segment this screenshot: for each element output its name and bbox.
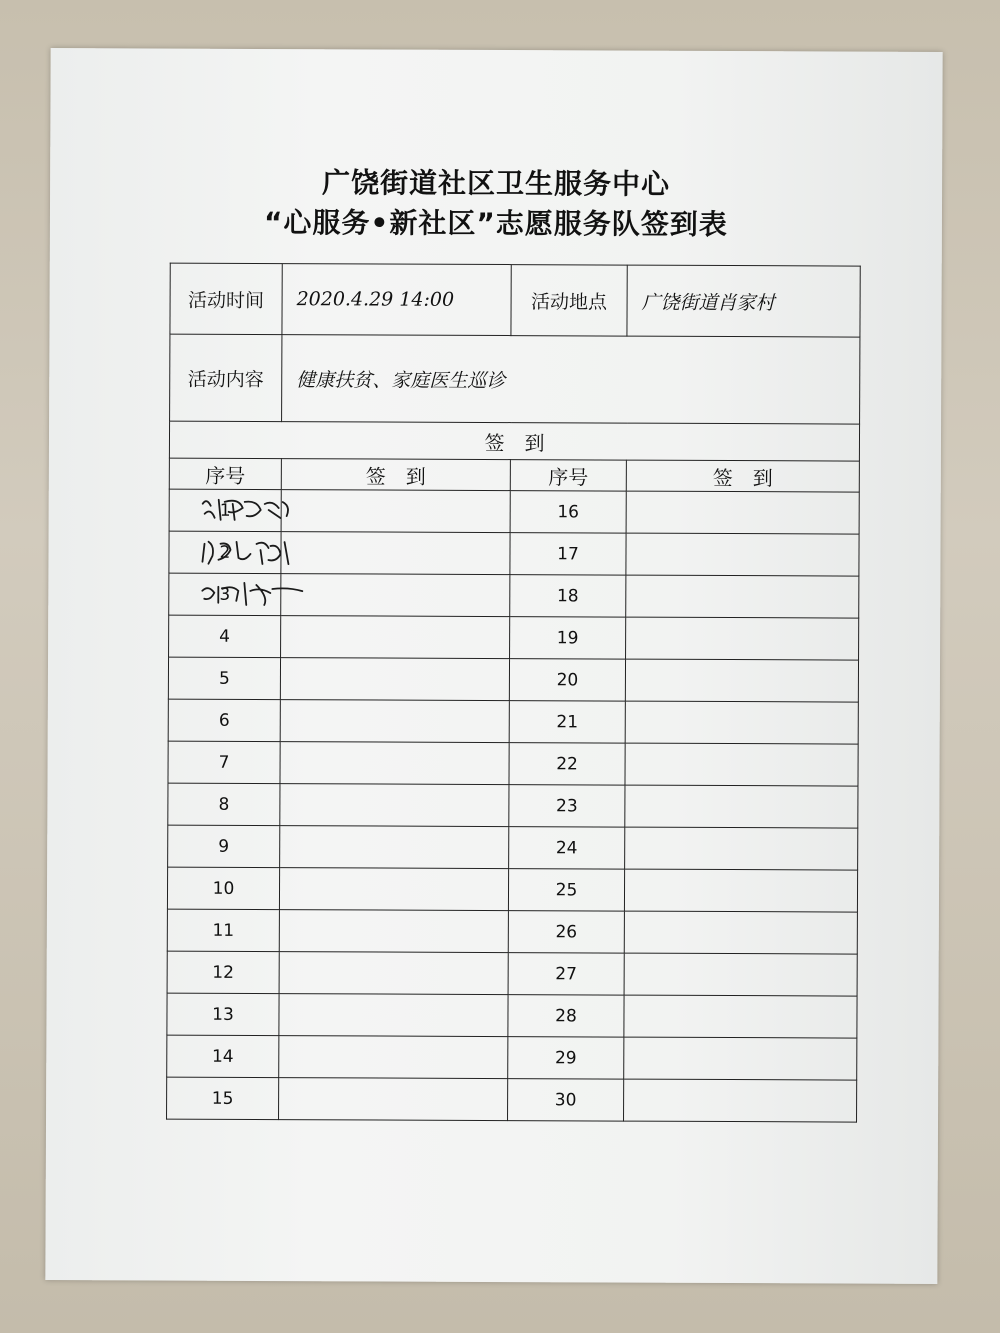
table-row [167,993,857,1038]
seq-number-left: 9 [168,825,280,867]
activity-content-row [170,334,860,424]
column-header-row [169,458,859,492]
seq-number-left: 13 [167,993,279,1035]
signature-cell-right [626,491,859,534]
signature-cell-left [279,868,508,911]
signature-cell-right [624,1037,857,1080]
document-subtitle: “心服务•新社区”志愿服务队签到表 [264,205,728,242]
signature-cell-right [626,617,859,660]
signature-cell-right [625,659,858,702]
signature-cell-right [624,869,857,912]
seq-header-right: 序号 [510,460,626,492]
seq-number-left: 6 [168,699,280,741]
signature-cell-left [281,574,510,617]
seq-number-right: 23 [509,785,625,828]
signature-cell-right [625,743,858,786]
content-label: 活动内容 [170,334,282,421]
seq-number-left: 2 [169,531,281,573]
signature-cell-left [279,994,508,1037]
seq-number-left: 15 [167,1077,279,1119]
seq-number-right: 28 [508,995,624,1038]
seq-number-right: 30 [508,1079,624,1122]
seq-number-left: 11 [167,909,279,951]
seq-number-right: 27 [508,953,624,996]
paper-sheet [45,48,942,1284]
seq-number-right: 29 [508,1037,624,1080]
sign-header-right: 签 到 [626,460,859,492]
signature-cell-left [281,616,510,659]
signature-3 [198,577,308,607]
table-row [167,1077,857,1122]
signature-cell-left [280,784,509,827]
document-title: 广饶街道社区卫生服务中心 [322,166,671,201]
seq-number-left: 14 [167,1035,279,1077]
activity-time-row [170,263,860,337]
seq-number-right: 16 [510,491,626,534]
content-value: 健康扶贫、家庭医生巡诊 [282,335,860,425]
time-label: 活动时间 [170,263,282,334]
table-row [168,699,858,744]
sign-header-left: 签 到 [281,459,510,491]
sign-in-form [166,263,861,1123]
signature-cell-right [624,1079,857,1122]
table-row [167,1035,857,1080]
seq-number-right: 18 [510,575,626,618]
time-value: 2020.4.29 14:00 [282,264,511,336]
signature-cell-left [279,1036,508,1079]
seq-number-right: 24 [509,827,625,870]
sign-section-title: 签 到 [169,421,859,461]
seq-number-left: 3 [169,573,281,615]
signature-cell-right [625,785,858,828]
signature-cell-right [626,575,859,618]
seq-number-right: 17 [510,533,626,576]
seq-number-left: 4 [169,615,281,657]
location-label: 活动地点 [511,265,627,337]
signature-cell-left [281,490,510,533]
seq-number-right: 20 [509,659,625,702]
location-value: 广饶街道肖家村 [627,265,860,337]
table-row [169,615,859,660]
table-row [167,867,857,912]
signature-cell-left [280,742,509,785]
seq-number-right: 19 [510,617,626,660]
seq-number-right: 22 [509,743,625,786]
signature-cell-right [625,827,858,870]
table-row [167,909,857,954]
signature-2 [198,536,308,566]
seq-number-right: 21 [509,701,625,744]
signature-cell-left [281,532,510,575]
seq-number-right: 25 [508,869,624,912]
signature-cell-left [280,826,509,869]
seq-number-left: 10 [167,867,279,909]
seq-number-right: 26 [508,911,624,954]
signature-cell-right [624,953,857,996]
signature-cell-right [624,995,857,1038]
seq-number-left: 12 [167,951,279,993]
table-row [168,741,858,786]
sign-section-header [169,421,859,461]
table-row [168,783,858,828]
seq-number-left: 7 [168,741,280,783]
table-row [167,951,857,996]
signature-cell-left [279,1078,508,1121]
signature-cell-right [625,701,858,744]
seq-number-left: 8 [168,783,280,825]
seq-number-left: 5 [168,657,280,699]
signature-cell-left [279,910,508,953]
signature-cell-right [626,533,859,576]
signature-cell-left [280,658,509,701]
signature-cell-left [279,952,508,995]
table-row [168,657,858,702]
seq-number-left: 1 [169,489,281,531]
table-row [168,825,858,870]
signature-1 [199,494,309,524]
signature-cell-left [280,700,509,743]
signature-cell-right [624,911,857,954]
seq-header-left: 序号 [169,458,281,489]
